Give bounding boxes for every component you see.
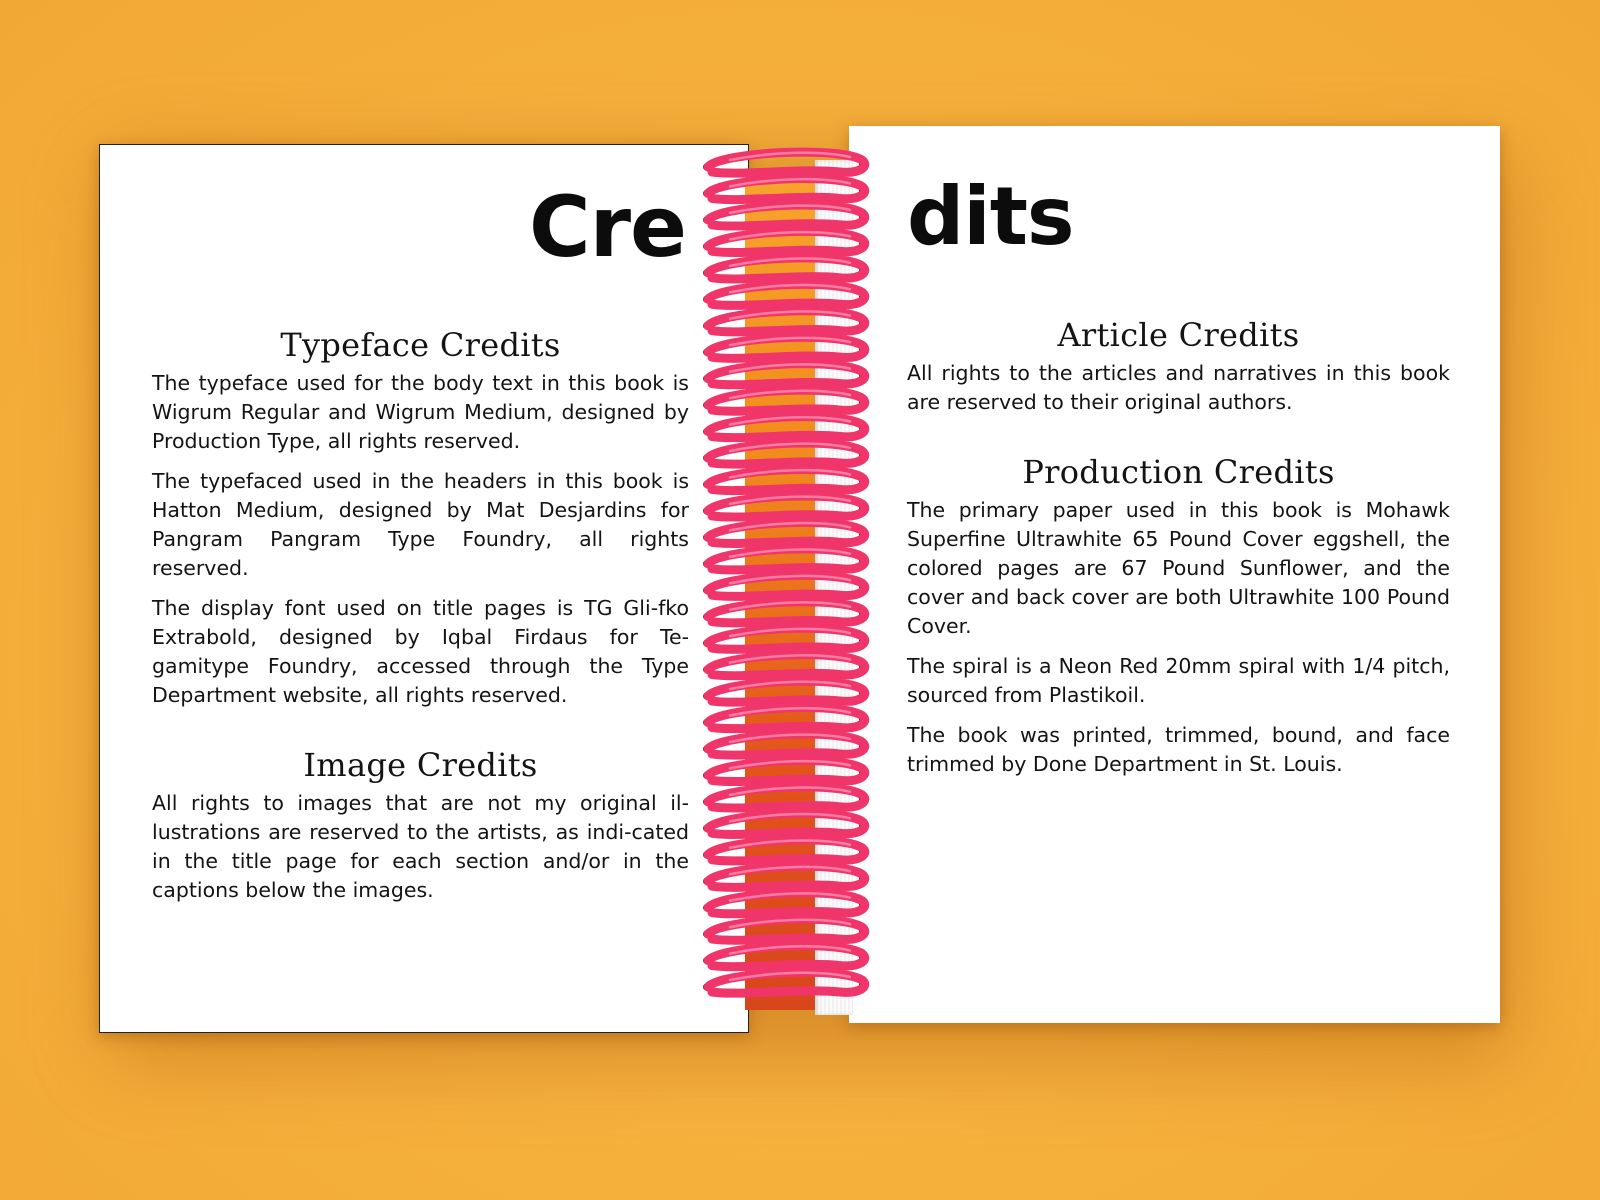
spiral-loop bbox=[703, 470, 869, 491]
spiral-loop bbox=[703, 364, 869, 385]
spiral-loop bbox=[703, 919, 869, 940]
spiral-loop bbox=[703, 893, 869, 914]
spiral-loop bbox=[703, 311, 869, 332]
spiral-loop bbox=[703, 655, 869, 676]
spiral-loop bbox=[703, 628, 869, 649]
typeface-paragraph-1: The typeface used for the body text in this book is Wigrum Regular and Wigrum Medium, designed by Production Type, all rights reserved. bbox=[152, 371, 689, 453]
spiral-loop bbox=[703, 152, 869, 173]
spiral-loop bbox=[703, 760, 869, 781]
spiral-loop bbox=[703, 390, 869, 411]
section-spacer bbox=[907, 428, 1450, 452]
spiral-loop bbox=[703, 496, 869, 517]
spiral-loop bbox=[703, 787, 869, 808]
spiral-loop bbox=[703, 813, 869, 834]
title-right-part: dits bbox=[907, 170, 1074, 263]
spiral-loop bbox=[703, 866, 869, 887]
spiral-loop bbox=[703, 840, 869, 861]
spiral-loop bbox=[703, 734, 869, 755]
title-left-part: Cre bbox=[528, 178, 686, 276]
spiral-loop bbox=[703, 575, 869, 596]
left-page-content bbox=[152, 325, 689, 916]
production-paragraph-3: The book was printed, trimmed, bound, and face trimmed by Done Department in St. Louis. bbox=[907, 723, 1450, 776]
production-paragraph-2: The spiral is a Neon Red 20mm spiral with 1/4 pitch, sourced from Plastikoil. bbox=[907, 654, 1450, 707]
spiral-loop bbox=[703, 972, 869, 993]
spiral-loop bbox=[703, 681, 869, 702]
spiral-loop bbox=[703, 205, 869, 226]
article-credits-heading: Article Credits bbox=[1057, 316, 1300, 354]
section-spacer bbox=[152, 721, 689, 745]
spiral-loop bbox=[703, 231, 869, 252]
spiral-loop bbox=[703, 522, 869, 543]
image-paragraph-1: All rights to images that are not my original il-lustrations are reserved to the artists, as indi-cated in the title page for each section and/or in the captions below the images. bbox=[152, 791, 689, 902]
spiral-loop bbox=[703, 602, 869, 623]
image-credits-heading: Image Credits bbox=[303, 746, 538, 784]
spiral-loop bbox=[703, 443, 869, 464]
spiral-loop bbox=[703, 284, 869, 305]
production-paragraph-1: The primary paper used in this book is Mohawk Superfine Ultrawhite 65 Pound Cover eggshell, the colored pages are 67 Pound Sunflower, and the cover and back cover are both Ultrawhite 100 Pound Cover. bbox=[907, 498, 1450, 638]
spiral-loop bbox=[703, 337, 869, 358]
spiral-loop bbox=[703, 946, 869, 967]
production-credits-heading: Production Credits bbox=[1022, 453, 1335, 491]
spiral-loop bbox=[703, 708, 869, 729]
typeface-paragraph-3: The display font used on title pages is TG Gli-fko Extrabold, designed by Iqbal Firdaus for Te-gamitype Foundry, accessed through the Type Department website, all rights reserved. bbox=[152, 596, 689, 707]
spiral-loop bbox=[703, 179, 869, 200]
spiral-loop bbox=[703, 258, 869, 279]
spiral-loop bbox=[703, 549, 869, 570]
right-page-content bbox=[907, 315, 1450, 790]
typeface-credits-heading: Typeface Credits bbox=[280, 326, 561, 364]
typeface-paragraph-2: The typefaced used in the headers in this book is Hatton Medium, designed by Mat Desjardins for Pangram Pangram Type Foundry, all rights reserved. bbox=[152, 469, 689, 580]
article-paragraph-1: All rights to the articles and narratives in this book are reserved to their original authors. bbox=[907, 361, 1450, 414]
spiral-binding bbox=[700, 140, 900, 1020]
spiral-loop bbox=[703, 417, 869, 438]
